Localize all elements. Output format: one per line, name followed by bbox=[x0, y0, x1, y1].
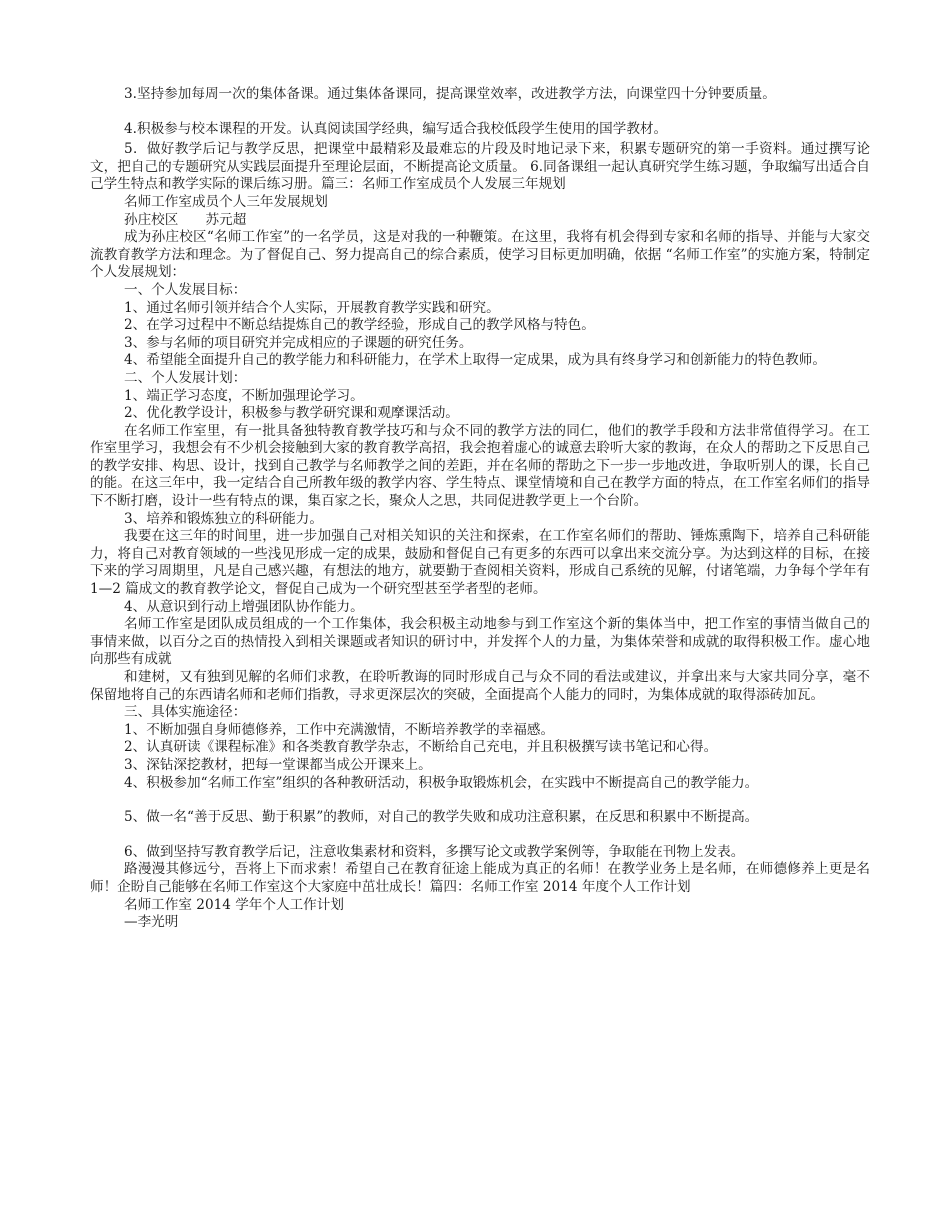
author-line: —李光明 bbox=[124, 914, 179, 931]
paragraph: 在名师工作室里，有一批具备独特教育教学技巧和与众不同的教学方法的同仁，他们的教学手段和方法非常值得学习。在工作室里学习，我想会有不少机会接触到大家的教育教学高招，我会抱着虚心的诚意去聆听大家的教诲，在众人的帮助之下反思自己的教学安排、构思、设计，找到自己教学与名师教学之间的差距，并在名师的帮助之下一步一步地改进，争取听别人的课，长自己的能。在这三年中，我一定结合自己所教年级的教学内容、学生特点、课堂情境和自己在教学方面的特点，在工作室名师们的指导下不断打磨，设计一些有特点的课，集百家之长，聚众人之思，共同促进教学更上一个台阶。 bbox=[90, 422, 870, 510]
paragraph: 3.坚持参加每周一次的集体备课。通过集体备课同，提高课堂效率，改进教学方法，向课堂四十分钟要质量。 bbox=[124, 86, 776, 102]
paragraph: 和建树，又有独到见解的名师们求教，在聆听教诲的同时形成自己与众不同的看法或建议，并拿出来与大家共同分享，毫不保留地将自己的东西请名师和老师们指教，寻求更深层次的突破，全面提高个人能力的同时，为集体成就的取得添砖加瓦。 bbox=[90, 669, 870, 703]
paragraph: 我要在这三年的时间里，进一步加强自己对相关知识的关注和探索，在工作室名师们的帮助、锤炼熏陶下，培养自己科研能力，将自己对教育领域的一些浅见形成一定的成果，鼓励和督促自己有更多的东西可以拿出来交流分享。为达到这样的目标，在接下来的学习周期里，凡是自己感兴趣，有想法的地方，就要勤于查阅相关资料，形成自己系统的见解，付诸笔端，力争每个学年有 1—2 篇成文的教育教学论文，督促自己成为一个研究型甚至学者型的老师。 bbox=[90, 528, 870, 598]
section-heading: 二、个人发展计划： bbox=[124, 369, 247, 386]
list-item: 3、参与名师的项目研究并完成相应的子课题的研究任务。 bbox=[124, 334, 473, 351]
paragraph: 4.积极参与校本课程的开发。认真阅读国学经典，编写适合我校低段学生使用的国学教材。 bbox=[124, 120, 668, 137]
list-item: 1、通过名师引领并结合个人实际，开展教育教学实践和研究。 bbox=[124, 299, 500, 316]
paragraph: 名师工作室是团队成员组成的一个工作集体，我会积极主动地参与到工作室这个新的集体当中，把工作室的事情当做自己的事情来做，以百分之百的热情投入到相关课题或者知识的研讨中，并发挥个人的力量，为集体荣誉和成就的取得积极工作。虚心地向那些有成就 bbox=[90, 616, 870, 668]
author-line: 孙庄校区 苏元超 bbox=[124, 211, 247, 228]
paragraph: 5．做好教学后记与教学反思，把课堂中最精彩及最难忘的片段及时地记录下来，积累专题研究的第一手资料。通过撰写论文，把自己的专题研究从实践层面提升至理论层面，不断提高论文质量。 6.同备课组一起认真研究学生练习题，争取编写出适合自己学生特点和教学实际的课后练习册。篇三：名师工作室成员个人发展三年规划 bbox=[90, 141, 870, 193]
list-item: 4、从意识到行动上增强团队协作能力。 bbox=[124, 598, 364, 615]
list-item: 3、深钻深挖教材，把每一堂课都当成公开课来上。 bbox=[124, 756, 432, 773]
list-item: 1、端正学习态度，不断加强理论学习。 bbox=[124, 387, 364, 404]
list-item: 5、做一名“善于反思、勤于积累”的教师，对自己的教学失败和成功注意积累，在反思和积累中不断提高。 bbox=[124, 809, 759, 826]
list-item: 2、在学习过程中不断总结提炼自己的教学经验，形成自己的教学风格与特色。 bbox=[124, 317, 595, 334]
list-item: 2、优化教学设计，积极参与教学研究课和观摩课活动。 bbox=[124, 405, 459, 422]
section-heading: 三、具体实施途径： bbox=[124, 704, 247, 721]
list-item: 1、不断加强自身师德修养，工作中充满激情，不断培养教学的幸福感。 bbox=[124, 721, 555, 738]
list-item: 6、做到坚持写教育教学后记，注意收集素材和资料，多撰写论文或教学案例等，争取能在刊物上发表。 bbox=[124, 843, 745, 860]
paragraph: 成为孙庄校区“名师工作室”的一名学员，这是对我的一种鞭策。在这里，我将有机会得到专家和名师的指导、并能与大家交流教育教学方法和理念。为了督促自己、努力提高自己的综合素质，使学习目标更加明确，依据 “名师工作室”的实施方案，特制定个人发展规划： bbox=[90, 229, 870, 281]
list-item: 4、希望能全面提升自己的教学能力和科研能力，在学术上取得一定成果，成为具有终身学习和创新能力的特色教师。 bbox=[124, 352, 826, 369]
section-heading: 一、个人发展目标： bbox=[124, 281, 247, 298]
list-item: 4、积极参加“名师工作室”组织的各种教研活动，积极争取锻炼机会，在实践中不断提高自己的教学能力。 bbox=[124, 774, 759, 791]
list-item: 2、认真研读《课程标准》和各类教育教学杂志，不断给自己充电，并且积极撰写读书笔记和心得。 bbox=[124, 739, 718, 756]
section-title: 名师工作室 2014 学年个人工作计划 bbox=[124, 896, 344, 913]
section-title: 名师工作室成员个人三年发展规划 bbox=[124, 193, 328, 210]
list-item: 3、培养和锻炼独立的科研能力。 bbox=[124, 510, 323, 527]
paragraph: 路漫漫其修远兮，吾将上下而求索！希望自己在教育征途上能成为真正的名师！在教学业务上是名师，在师德修养上更是名师！企盼自己能够在名师工作室这个大家庭中茁壮成长！篇四：名师工作室 2014 年度个人工作计划 bbox=[90, 861, 870, 895]
